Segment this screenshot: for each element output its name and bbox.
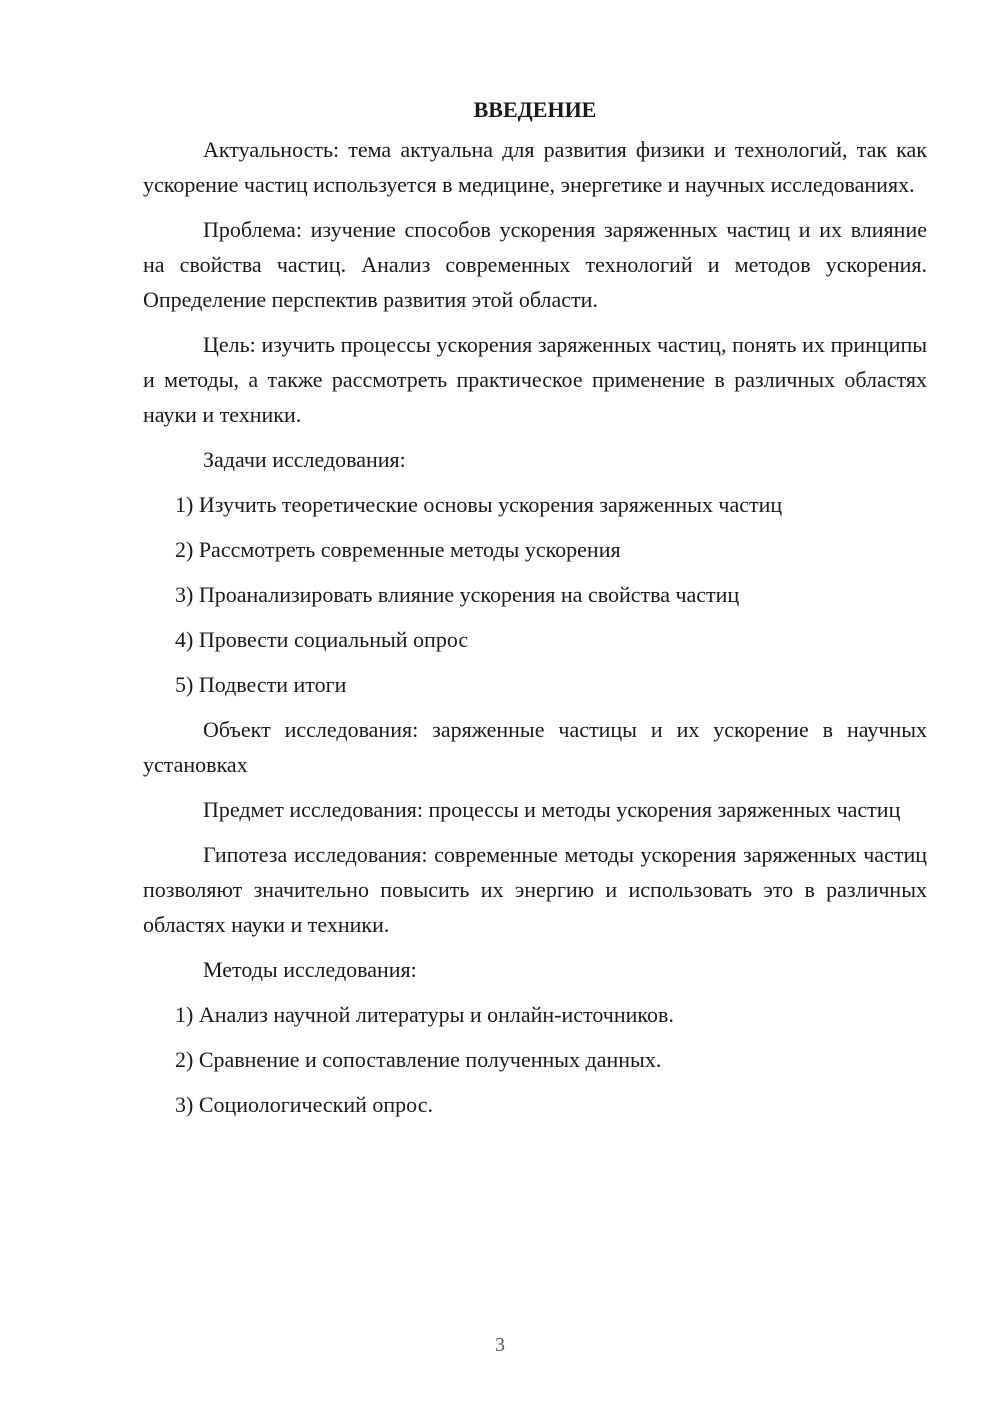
methods-heading: Методы исследования: bbox=[203, 957, 417, 982]
hypothesis-paragraph: Гипотеза исследования: современные методы ускорения заряженных частиц позволяют значительно повысить их энергию и использовать это в различных областях науки и техники. bbox=[143, 842, 927, 937]
list-item: 2) Сравнение и сопоставление полученных данных. bbox=[175, 1047, 662, 1072]
list-item: 4) Провести социальный опрос bbox=[175, 627, 469, 652]
document-page bbox=[143, 92, 927, 1132]
section-title: ВВЕДЕНИЕ bbox=[473, 97, 597, 122]
list-item: 2) Рассмотреть современные методы ускорения bbox=[175, 537, 621, 562]
problem-paragraph: Проблема: изучение способов ускорения заряженных частиц и их влияние на свойства частиц. Анализ современных технологий и методов ускорения. Определение перспектив развития этой области. bbox=[143, 217, 927, 312]
object-paragraph: Объект исследования: заряженные частицы и их ускорение в научных установках bbox=[143, 717, 927, 777]
tasks-heading: Задачи исследования: bbox=[203, 447, 406, 472]
list-item: 3) Проанализировать влияние ускорения на свойства частиц bbox=[175, 582, 740, 607]
subject-paragraph: Предмет исследования: процессы и методы ускорения заряженных частиц bbox=[203, 797, 901, 822]
page-number: 3 bbox=[495, 1334, 505, 1356]
methods-list bbox=[143, 997, 927, 1122]
list-item: 3) Социологический опрос. bbox=[175, 1092, 433, 1117]
list-item: 1) Изучить теоретические основы ускорения заряженных частиц bbox=[175, 492, 783, 517]
list-item: 5) Подвести итоги bbox=[175, 672, 347, 697]
list-item: 1) Анализ научной литературы и онлайн-источников. bbox=[175, 1002, 674, 1027]
tasks-list bbox=[143, 487, 927, 702]
goal-paragraph: Цель: изучить процессы ускорения заряженных частиц, понять их принципы и методы, а также рассмотреть практическое применение в различных областях науки и техники. bbox=[143, 332, 927, 427]
relevance-paragraph: Актуальность: тема актуальна для развития физики и технологий, так как ускорение частиц используется в медицине, энергетике и научных исследованиях. bbox=[143, 137, 927, 197]
